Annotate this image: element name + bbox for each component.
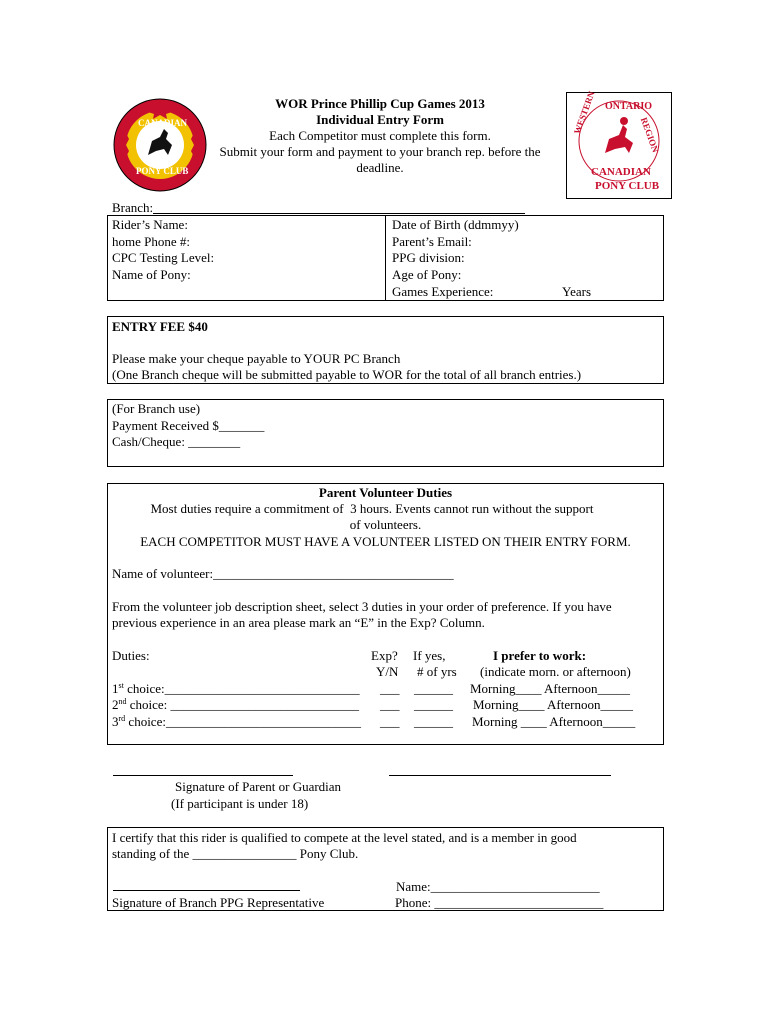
choice-2-time[interactable]: Morning____ Afternoon_____ xyxy=(473,697,633,712)
entry-fee-line-2: (One Branch cheque will be submitted payable to WOR for the total of all branch entries.) xyxy=(112,367,582,382)
choice-1-yrs[interactable]: ______ xyxy=(414,681,453,696)
canadian-pony-club-logo xyxy=(108,93,213,198)
logo-bottom-text: PONY CLUB xyxy=(136,166,189,176)
yn-label: Y/N xyxy=(376,664,399,679)
choice-2-field[interactable]: 2nd choice: _____________________________ xyxy=(112,697,360,712)
second-signature-line[interactable] xyxy=(389,775,611,776)
indicate-label: (indicate morn. or afternoon) xyxy=(480,664,631,679)
entry-fee-title: ENTRY FEE $40 xyxy=(112,319,208,334)
volunteer-instructions-2: previous experience in an area please mark an “E” in the Exp? Column. xyxy=(112,615,485,630)
header-line-2: Submit your form and payment to your branch rep. before the xyxy=(219,144,541,159)
header-line-3: deadline. xyxy=(356,160,404,175)
prefer-to-work-label: I prefer to work: xyxy=(493,648,587,663)
choice-3-field[interactable]: 3rd choice:______________________________ xyxy=(112,714,361,729)
header-line-1: Each Competitor must complete this form. xyxy=(269,128,491,143)
branch-label: Branch: xyxy=(112,200,154,215)
cpc-testing-level-field[interactable]: CPC Testing Level: xyxy=(112,250,215,265)
cash-cheque-field[interactable]: Cash/Cheque: ________ xyxy=(112,434,241,449)
games-experience-field[interactable]: Games Experience: xyxy=(392,284,494,299)
parents-email-field[interactable]: Parent’s Email: xyxy=(392,234,472,249)
years-label: Years xyxy=(562,284,592,299)
riders-name-field[interactable]: Rider’s Name: xyxy=(112,217,188,232)
table-divider xyxy=(385,215,386,301)
western-ontario-region-logo xyxy=(566,89,672,199)
date-of-birth-field[interactable]: Date of Birth (ddmmyy) xyxy=(392,217,519,232)
logo-top-text: CANADIAN xyxy=(138,118,187,128)
age-of-pony-field[interactable]: Age of Pony: xyxy=(392,267,462,282)
certify-line-2[interactable]: standing of the ________________ Pony Club. xyxy=(112,846,359,861)
choice-3-exp[interactable]: ___ xyxy=(380,714,400,729)
form-title: WOR Prince Phillip Cup Games 2013 xyxy=(275,96,485,111)
logo-canadian-text: CANADIAN xyxy=(591,166,651,178)
volunteer-line-1: Most duties require a commitment of 3 hours. Events cannot run without the support xyxy=(150,501,594,516)
rep-name-field[interactable]: Name:__________________________ xyxy=(396,879,600,894)
parent-signature-label: Signature of Parent or Guardian xyxy=(175,779,342,794)
volunteer-instructions-1: From the volunteer job description sheet, select 3 duties in your order of preference. If you have xyxy=(112,599,612,614)
duties-label: Duties: xyxy=(112,648,150,663)
exp-label: Exp? xyxy=(371,648,398,663)
payment-received-field[interactable]: Payment Received $_______ xyxy=(112,418,265,433)
logo-region-text: REGION xyxy=(638,116,661,154)
branch-use-label: (For Branch use) xyxy=(112,401,201,416)
logo-ontario-text: ONTARIO xyxy=(605,101,653,112)
choice-1-time[interactable]: Morning____ Afternoon_____ xyxy=(470,681,630,696)
choice-2-yrs[interactable]: ______ xyxy=(414,697,453,712)
entry-fee-line-1: Please make your cheque payable to YOUR PC Branch xyxy=(112,351,401,366)
num-yrs-label: # of yrs xyxy=(417,664,457,679)
rep-signature-label: Signature of Branch PPG Representative xyxy=(112,895,325,910)
logo-western-text: WESTERN xyxy=(571,89,597,136)
logo-ponyclub-text: PONY CLUB xyxy=(595,180,660,192)
choice-2-exp[interactable]: ___ xyxy=(380,697,400,712)
home-phone-field[interactable]: home Phone #: xyxy=(112,234,190,249)
choice-1-exp[interactable]: ___ xyxy=(380,681,400,696)
name-of-pony-field[interactable]: Name of Pony: xyxy=(112,267,191,282)
rep-signature-line[interactable] xyxy=(113,890,300,891)
form-subtitle: Individual Entry Form xyxy=(316,112,444,127)
ppg-division-field[interactable]: PPG division: xyxy=(392,250,465,265)
volunteer-line-3: EACH COMPETITOR MUST HAVE A VOLUNTEER LISTED ON THEIR ENTRY FORM. xyxy=(140,534,631,549)
choice-3-yrs[interactable]: ______ xyxy=(414,714,453,729)
volunteer-line-2: of volunteers. xyxy=(349,517,422,532)
if-yes-label: If yes, xyxy=(413,648,446,663)
volunteer-name-field[interactable]: Name of volunteer:_____________________________________ xyxy=(112,566,454,581)
volunteer-title: Parent Volunteer Duties xyxy=(318,485,453,500)
certify-line-1: I certify that this rider is qualified to compete at the level stated, and is a member in good xyxy=(112,830,577,845)
rep-phone-field[interactable]: Phone: __________________________ xyxy=(395,895,604,910)
parent-signature-line[interactable] xyxy=(113,775,293,776)
participant-under-18-label: (If participant is under 18) xyxy=(171,796,309,811)
choice-1-field[interactable]: 1st choice:______________________________ xyxy=(112,681,360,696)
branch-underline[interactable] xyxy=(153,213,525,214)
choice-3-time[interactable]: Morning ____ Afternoon_____ xyxy=(472,714,636,729)
